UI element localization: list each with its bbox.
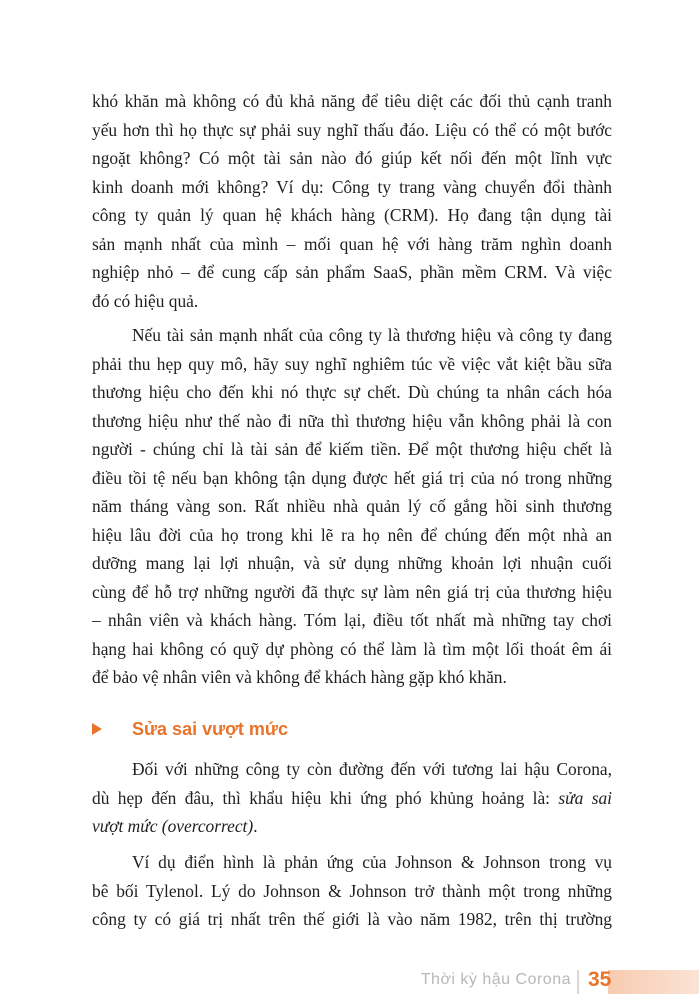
text-line: Nếu tài sản mạnh nhất của công ty là thương hiệu và công ty đang: [132, 325, 612, 345]
text-line: ngoặt không? Có một tài sản nào đó giúp kết nối đến một lĩnh vực: [92, 148, 612, 168]
text-line: đó có hiệu quả.: [92, 290, 199, 311]
triangle-right-icon: [92, 723, 102, 735]
text-run: .: [253, 816, 258, 836]
text-line: bê bối Tylenol. Lý do Johnson & Johnson trở thành một trong những: [92, 880, 612, 901]
text-line: thương hiệu cho đến khi nó thực sự chết. Dù chúng ta nhân cách hóa: [92, 382, 612, 402]
text-line: điều tồi tệ nếu bạn không tận dụng được hết giá trị của nó trong những: [92, 467, 612, 488]
text-line: Ví dụ điển hình là phản ứng của Johnson & Johnson trong vụ: [132, 852, 612, 872]
text-line: thương hiệu như thế nào đi nữa thì thương hiệu vẫn không phải là con: [92, 410, 612, 431]
text-line: khó khăn mà không có đủ khả năng để tiêu diệt các đối thủ cạnh tranh: [92, 91, 612, 111]
italic-term: sửa sai: [558, 787, 612, 808]
text-line: hạng hai không có quỹ dự phòng có thể làm là tìm một lối thoát êm ái: [92, 638, 612, 659]
text-line: công ty có giá trị nhất trên thế giới là vào năm 1982, trên thị trường: [92, 909, 612, 929]
text-line: sản mạnh nhất của mình – mối quan hệ với hàng trăm nghìn doanh: [92, 233, 612, 254]
text-line: phải thu hẹp quy mô, hãy suy nghĩ nghiêm túc về việc vắt kiệt bầu sữa: [92, 353, 612, 374]
text-line: – nhân viên và khách hàng. Tóm lại, điều tốt nhất mà những tay chơi: [92, 610, 612, 630]
footer-divider: [577, 970, 579, 994]
footer-accent-band: [608, 970, 699, 994]
text-line: [92, 784, 612, 813]
text-line: năm tháng vàng son. Rất nhiều nhà quản lý cố gắng hồi sinh thương: [92, 496, 612, 516]
text-line: kinh doanh mới không? Ví dụ: Công ty trang vàng chuyển đổi thành: [92, 176, 612, 197]
text-run: dù hẹp đến đâu, thì khẩu hiệu khi ứng phó khủng hoảng là:: [92, 787, 559, 808]
text-line: Đối với những công ty còn đường đến với tương lai hậu Corona,: [132, 759, 612, 779]
text-line: cùng để hỗ trợ những người đã thực sự làm nên giá trị của thương hiệu: [92, 581, 612, 602]
text-line: công ty quản lý quan hệ khách hàng (CRM). Họ đang tận dụng tài: [92, 205, 612, 225]
section-heading: [92, 714, 612, 744]
text-line: hiệu lâu đời của họ trong khi lẽ ra họ nên để chúng đến một nhà an: [92, 524, 612, 545]
paragraph-2: [92, 321, 612, 692]
text-line: dưỡng mang lại lợi nhuận, và sử dụng những khoản lợi nhuận cuối: [92, 553, 612, 573]
italic-term: vượt mức (overcorrect): [92, 816, 254, 836]
paragraph-3: [92, 755, 612, 841]
text-line: yếu hơn thì họ thực sự phải suy nghĩ thấu đáo. Liệu có thể có một bước: [92, 119, 612, 140]
page-footer: [0, 966, 699, 1000]
paragraph-1: [92, 87, 612, 315]
paragraph-4: [92, 848, 612, 934]
text-line: để bảo vệ nhân viên và không để khách hàng gặp khó khăn.: [92, 667, 507, 687]
text-line: nghiệp nhỏ – để cung cấp sản phẩm SaaS, phần mềm CRM. Và việc: [92, 262, 612, 282]
running-head: Thời kỳ hậu Corona: [420, 971, 571, 988]
text-line: [92, 812, 612, 841]
text-line: người - chúng chỉ là tài sản để kiếm tiền. Để một thương hiệu chết là: [92, 439, 612, 459]
section-heading-title: Sửa sai vượt mức: [132, 718, 288, 739]
page-number: 35: [588, 968, 612, 991]
